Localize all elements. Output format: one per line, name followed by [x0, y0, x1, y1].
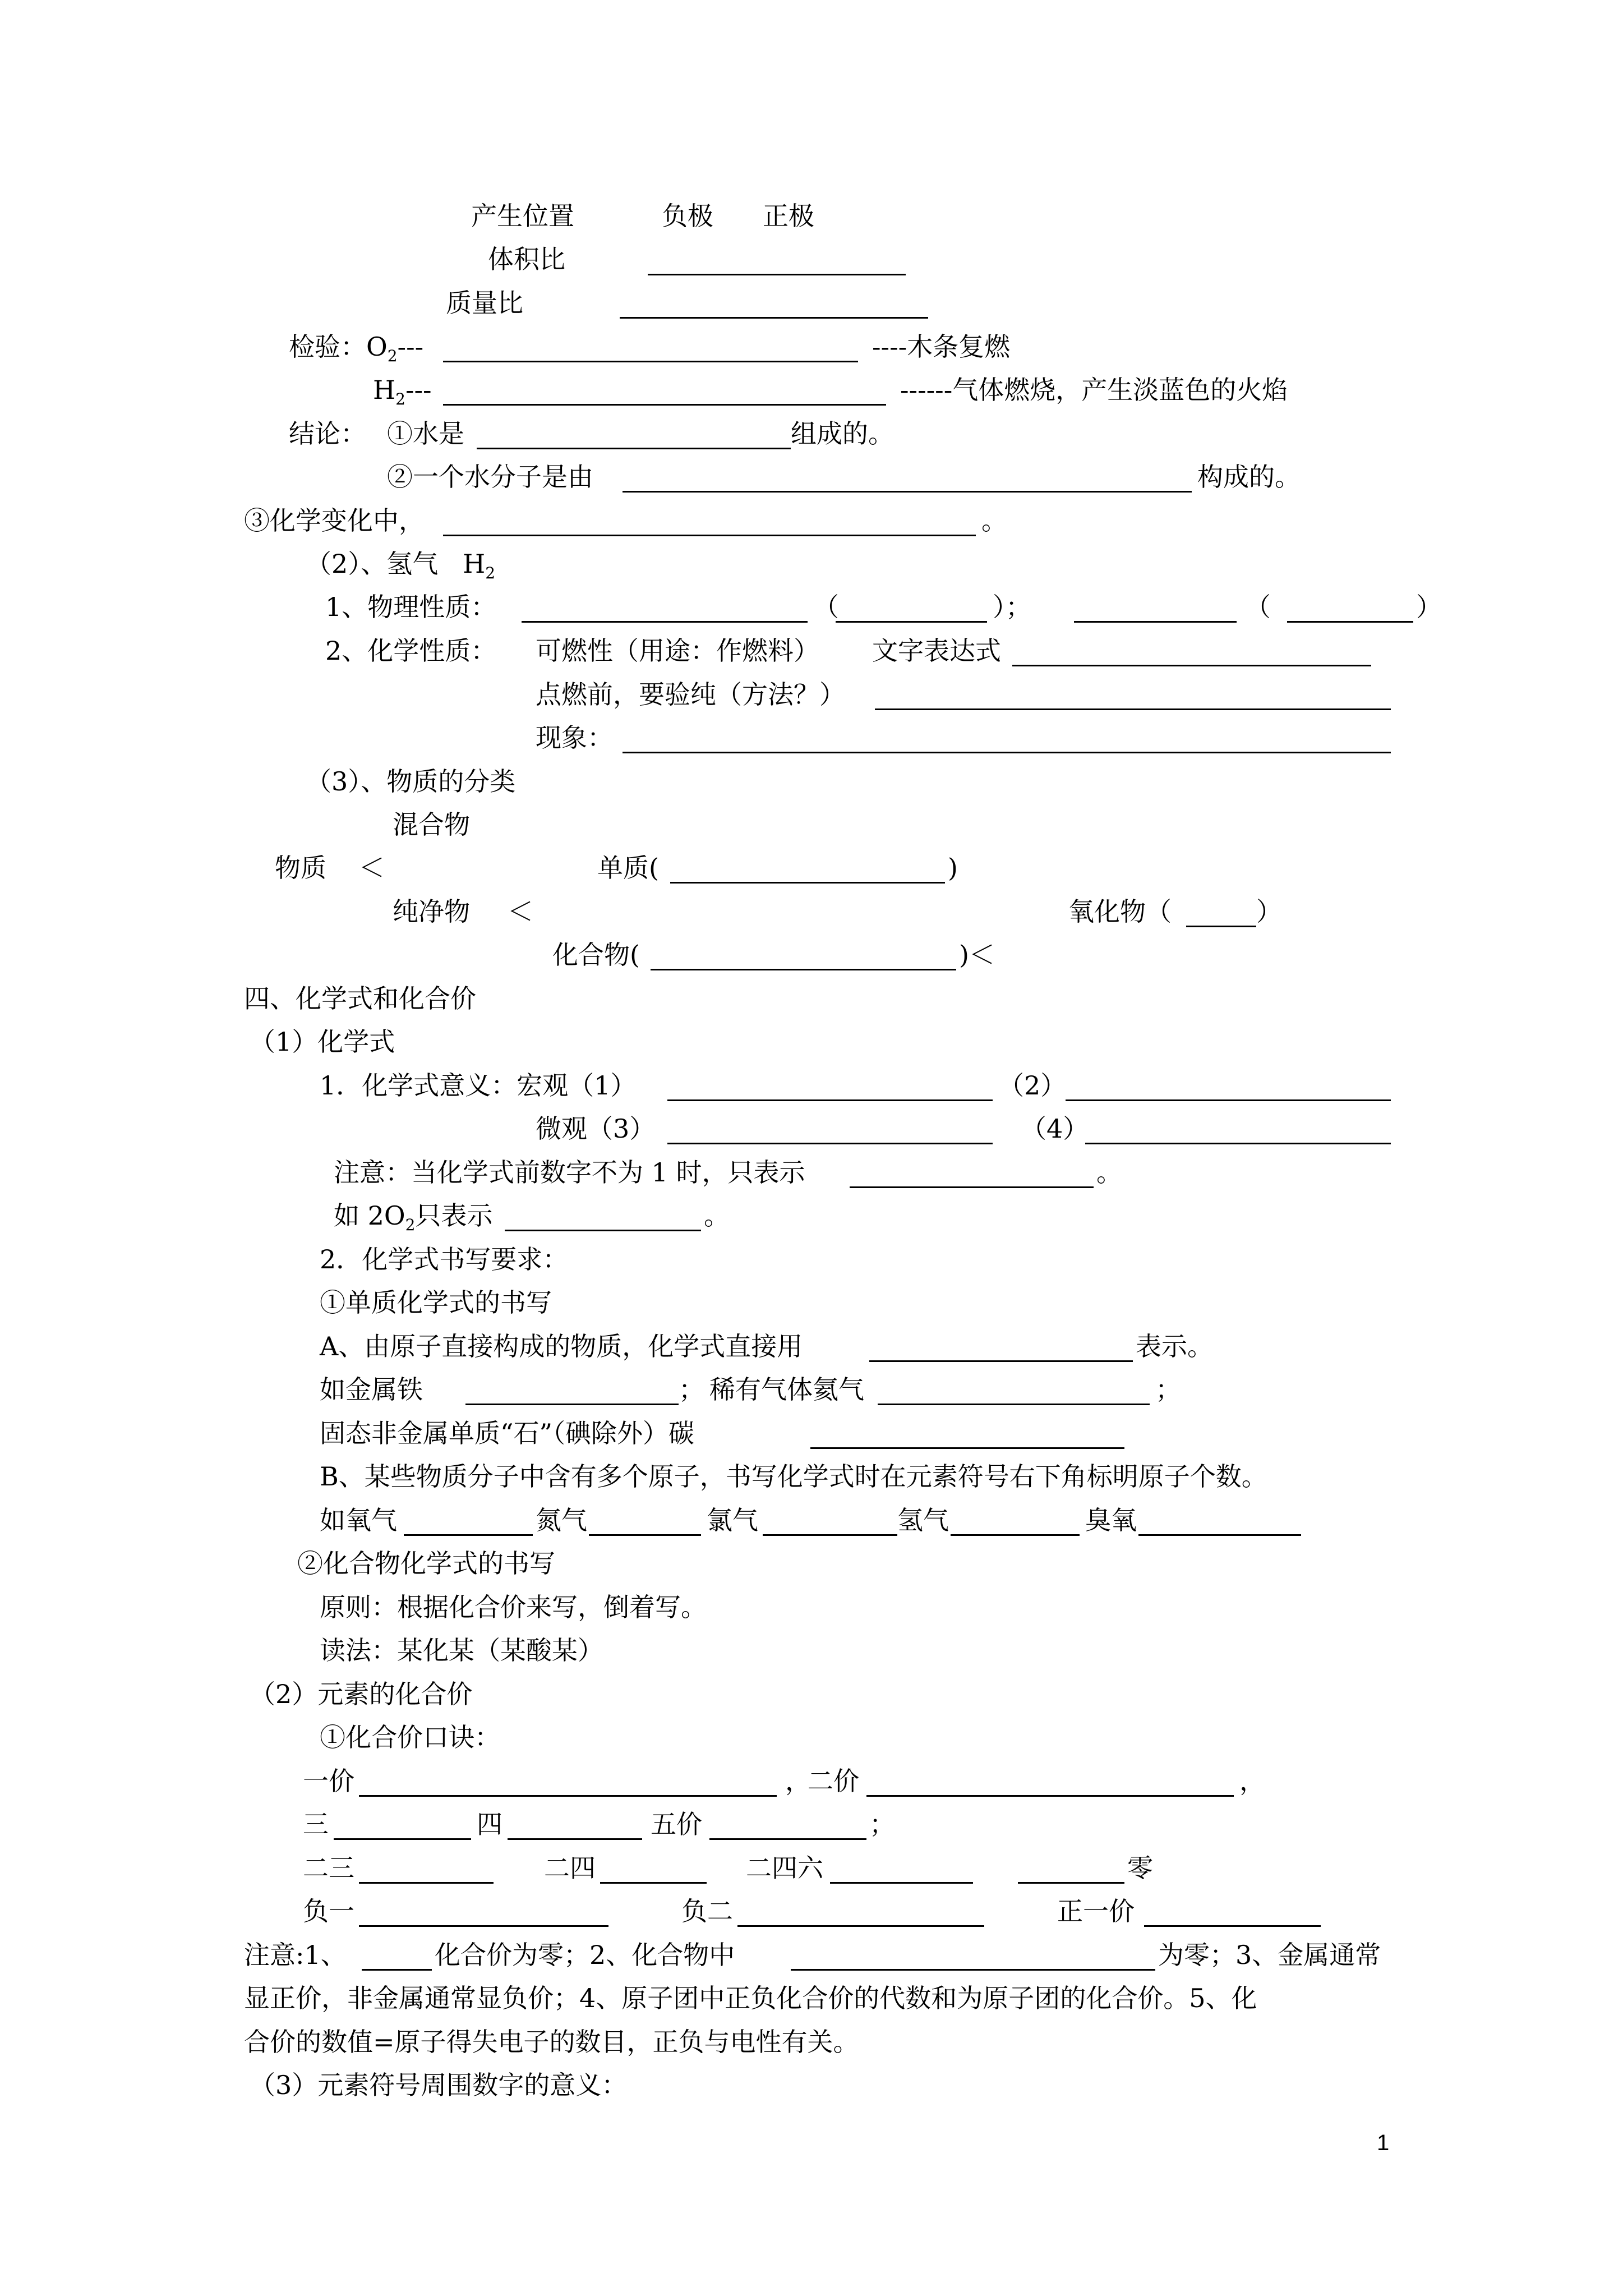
word-equation-label: 文字表达式: [872, 636, 1001, 666]
two-four-label: 二四: [544, 1853, 596, 1883]
example-2o2-post: 。: [704, 1200, 730, 1231]
formula-subheading: （1）化学式: [250, 1027, 395, 1057]
water-composition-blank[interactable]: [477, 448, 791, 449]
molecule-rule: B、某些物质分子中含有多个原子，书写化学式时在元素符号右下角标明原子个数。: [320, 1461, 1267, 1492]
purity-test-blank[interactable]: [875, 708, 1391, 710]
valence-note-pre: 注意:1、: [244, 1940, 347, 1970]
compound-principle: 原则：根据化合价来写，倒着写。: [320, 1592, 707, 1622]
classification-heading: （3）、物质的分类: [306, 766, 516, 797]
iron-label: 如金属铁: [320, 1374, 423, 1405]
helium-label: 稀有气体氦气: [709, 1374, 864, 1405]
symbol-numbers-heading: （3）元素符号周围数字的意义：: [250, 2070, 628, 2100]
two-three-blank[interactable]: [359, 1882, 494, 1884]
conclusion-3-pre: ③化学变化中，: [244, 505, 425, 536]
macro-meaning-2-label: （2）: [998, 1070, 1067, 1101]
micro-meaning-4-label: （4）: [1021, 1114, 1089, 1144]
position-label: 产生位置: [471, 201, 574, 231]
hydrogen-heading: （2）、氢气 $H_2$: [306, 549, 496, 583]
element-substance-blank[interactable]: [670, 882, 945, 884]
tetravalent-label: 四: [477, 1809, 502, 1839]
compound-label: 化合物(: [552, 940, 640, 970]
h2-test-result: ------气体燃烧，产生淡蓝色的火焰: [900, 375, 1288, 405]
iron-semicolon: ；: [679, 1374, 704, 1405]
h2-test-blank[interactable]: [443, 404, 886, 406]
zero-label: 零: [1127, 1853, 1153, 1883]
oxide-close: ）: [1256, 896, 1282, 927]
negative-label: 负极: [662, 201, 713, 231]
chemical-properties-label: 2、化学性质：: [325, 636, 497, 666]
chemical-change-blank[interactable]: [443, 535, 976, 536]
negative-two-blank[interactable]: [737, 1925, 984, 1927]
paren-open-2: （: [1245, 592, 1271, 622]
compound-blank[interactable]: [651, 969, 956, 970]
oxide-blank[interactable]: [1186, 926, 1256, 927]
monovalent-label: 一价: [303, 1766, 354, 1796]
flammability-text: 可燃性（用途：作燃料）: [536, 636, 819, 666]
water-molecule-blank[interactable]: [623, 491, 1192, 493]
micro-meaning-blank-1[interactable]: [667, 1143, 993, 1144]
helium-semicolon: ；: [1155, 1374, 1181, 1405]
conclusion-3-post: 。: [981, 505, 1007, 536]
phenomenon-blank[interactable]: [623, 752, 1391, 753]
two-four-blank[interactable]: [600, 1882, 707, 1884]
atom-formula-pre: A、由原子直接构成的物质，化学式直接用: [320, 1331, 803, 1361]
paren-open-1: （: [813, 592, 839, 622]
mixture-label: 混合物: [393, 809, 470, 840]
ozone-blank[interactable]: [1138, 1534, 1301, 1536]
valence-subheading: （2）元素的化合价: [250, 1679, 473, 1709]
carbon-label: 固态非金属单质“石”（碘除外）碳: [320, 1418, 695, 1448]
negative-one-label: 负一: [303, 1896, 354, 1926]
paren-close-2: ）: [1416, 592, 1442, 622]
o2-test-blank[interactable]: [443, 361, 858, 362]
compound-reading: 读法：某化某（某酸某）: [320, 1635, 603, 1665]
macro-meaning-blank-1[interactable]: [667, 1099, 993, 1101]
section-4-title: 四、化学式和化合价: [244, 983, 476, 1014]
conclusion-2-pre: ②一个水分子是由: [387, 462, 593, 492]
hydrogen-gas-label: 氢气: [897, 1505, 949, 1535]
helium-blank[interactable]: [878, 1404, 1150, 1405]
element-formula-title: ①单质化学式的书写: [320, 1287, 552, 1318]
compound-close: )＜: [959, 940, 995, 970]
phenomenon-label: 现象：: [536, 723, 613, 753]
writing-requirements: 2．化学式书写要求：: [320, 1244, 569, 1274]
paren-close-1: ）；: [993, 592, 1031, 622]
negative-two-label: 负二: [681, 1896, 733, 1926]
pentavalent-label: 五价: [651, 1809, 702, 1839]
negative-one-blank[interactable]: [359, 1925, 608, 1927]
monovalent-blank[interactable]: [359, 1795, 777, 1797]
valence-note-mid: 化合价为零；2、化合物中: [435, 1940, 735, 1970]
compound-formula-title: ②化合物化学式的书写: [297, 1548, 555, 1579]
trivalent-blank[interactable]: [334, 1838, 471, 1840]
volume-ratio-label: 体积比: [488, 244, 565, 274]
coefficient-note-pre: 注意：当化学式前数字不为 1 时，只表示: [334, 1157, 805, 1188]
example-2o2: 如 $2O_2$只表示: [334, 1200, 493, 1235]
pure-substance-brace: ＜: [508, 896, 533, 927]
positive-label: 正极: [763, 201, 814, 231]
divalent-label: 二价: [808, 1766, 859, 1796]
conclusion-1-post: 组成的。: [791, 418, 894, 449]
physical-property-blank-4[interactable]: [1287, 621, 1413, 623]
test-o2-line: 检验：$O_2---$: [289, 332, 424, 366]
two-four-six-label: 二四六: [746, 1853, 823, 1883]
pure-substance-label: 纯净物: [393, 896, 470, 927]
two-four-six-blank[interactable]: [830, 1882, 973, 1884]
valence-note-line-3: 合价的数值=原子得失电子的数目，正负与电性有关。: [244, 2027, 859, 2057]
pentavalent-semicolon: ；: [869, 1809, 895, 1839]
valence-rhyme-title: ①化合价口诀：: [320, 1722, 500, 1752]
coefficient-note-post: 。: [1096, 1157, 1122, 1188]
nitrogen-label: 氮气: [536, 1505, 587, 1535]
conclusion-label: 结论：: [289, 418, 366, 449]
valence-note-post: 为零；3、金属通常: [1158, 1940, 1381, 1970]
positive-one-label: 正一价: [1057, 1896, 1135, 1926]
oxide-label: 氧化物（: [1068, 896, 1172, 927]
element-substance-pre: 单质(: [597, 853, 659, 883]
page-number: 1: [1377, 2131, 1390, 2155]
hydrogen-blank[interactable]: [951, 1534, 1080, 1536]
positive-one-blank[interactable]: [1144, 1925, 1321, 1927]
conclusion-2-post: 构成的。: [1197, 462, 1301, 492]
physical-property-blank-3[interactable]: [1074, 621, 1237, 623]
chlorine-label: 氯气: [707, 1505, 758, 1535]
physical-property-blank-1[interactable]: [522, 621, 808, 623]
divalent-comma: ，: [1239, 1766, 1265, 1796]
micro-meaning-blank-2[interactable]: [1085, 1143, 1391, 1144]
carbon-blank[interactable]: [810, 1447, 1124, 1449]
test-h2-line: $H_2---$: [373, 375, 432, 409]
coefficient-note-blank[interactable]: [850, 1186, 1094, 1188]
formula-meaning-macro: 1．化学式意义：宏观（1）: [320, 1070, 637, 1101]
oxygen-blank[interactable]: [404, 1534, 533, 1536]
formula-meaning-micro: 微观（3）: [536, 1114, 656, 1144]
valence-note-line-2: 显正价，非金属通常显负价；4、原子团中正负化合价的代数和为原子团的化合价。5、化: [244, 1983, 1257, 2013]
monovalent-comma: ，: [785, 1766, 811, 1796]
zero-valence-blank[interactable]: [1018, 1882, 1124, 1884]
mass-ratio-label: 质量比: [446, 288, 523, 318]
divalent-blank[interactable]: [866, 1795, 1234, 1797]
physical-property-blank-2[interactable]: [836, 621, 987, 623]
volume-ratio-blank[interactable]: [648, 274, 906, 275]
matter-brace: ＜: [359, 853, 385, 883]
ozone-label: 臭氧: [1085, 1505, 1137, 1535]
purity-test-label: 点燃前，要验纯（方法？）: [536, 679, 845, 710]
compound-valence-sum-blank[interactable]: [791, 1969, 1155, 1971]
iron-blank[interactable]: [465, 1404, 679, 1405]
two-three-label: 二三: [303, 1853, 354, 1883]
conclusion-1-pre: ①水是: [387, 418, 464, 449]
element-substance-close: ): [948, 853, 958, 883]
nitrogen-blank[interactable]: [589, 1534, 701, 1536]
mass-ratio-blank[interactable]: [620, 317, 928, 319]
pentavalent-blank[interactable]: [709, 1838, 866, 1840]
matter-label: 物质: [275, 853, 326, 883]
example-2o2-blank[interactable]: [505, 1230, 701, 1231]
element-valence-zero-blank[interactable]: [362, 1969, 432, 1971]
macro-meaning-blank-2[interactable]: [1066, 1099, 1391, 1101]
oxygen-label: 如氧气: [320, 1505, 397, 1535]
atom-formula-post: 表示。: [1136, 1331, 1213, 1361]
chlorine-blank[interactable]: [763, 1534, 897, 1536]
physical-properties-label: 1、物理性质：: [325, 592, 497, 622]
o2-test-result: ----木条复燃: [872, 332, 1011, 362]
tetravalent-blank[interactable]: [508, 1838, 642, 1840]
word-equation-blank[interactable]: [1012, 665, 1371, 666]
trivalent-label: 三: [303, 1809, 329, 1839]
atom-formula-blank[interactable]: [869, 1360, 1133, 1362]
